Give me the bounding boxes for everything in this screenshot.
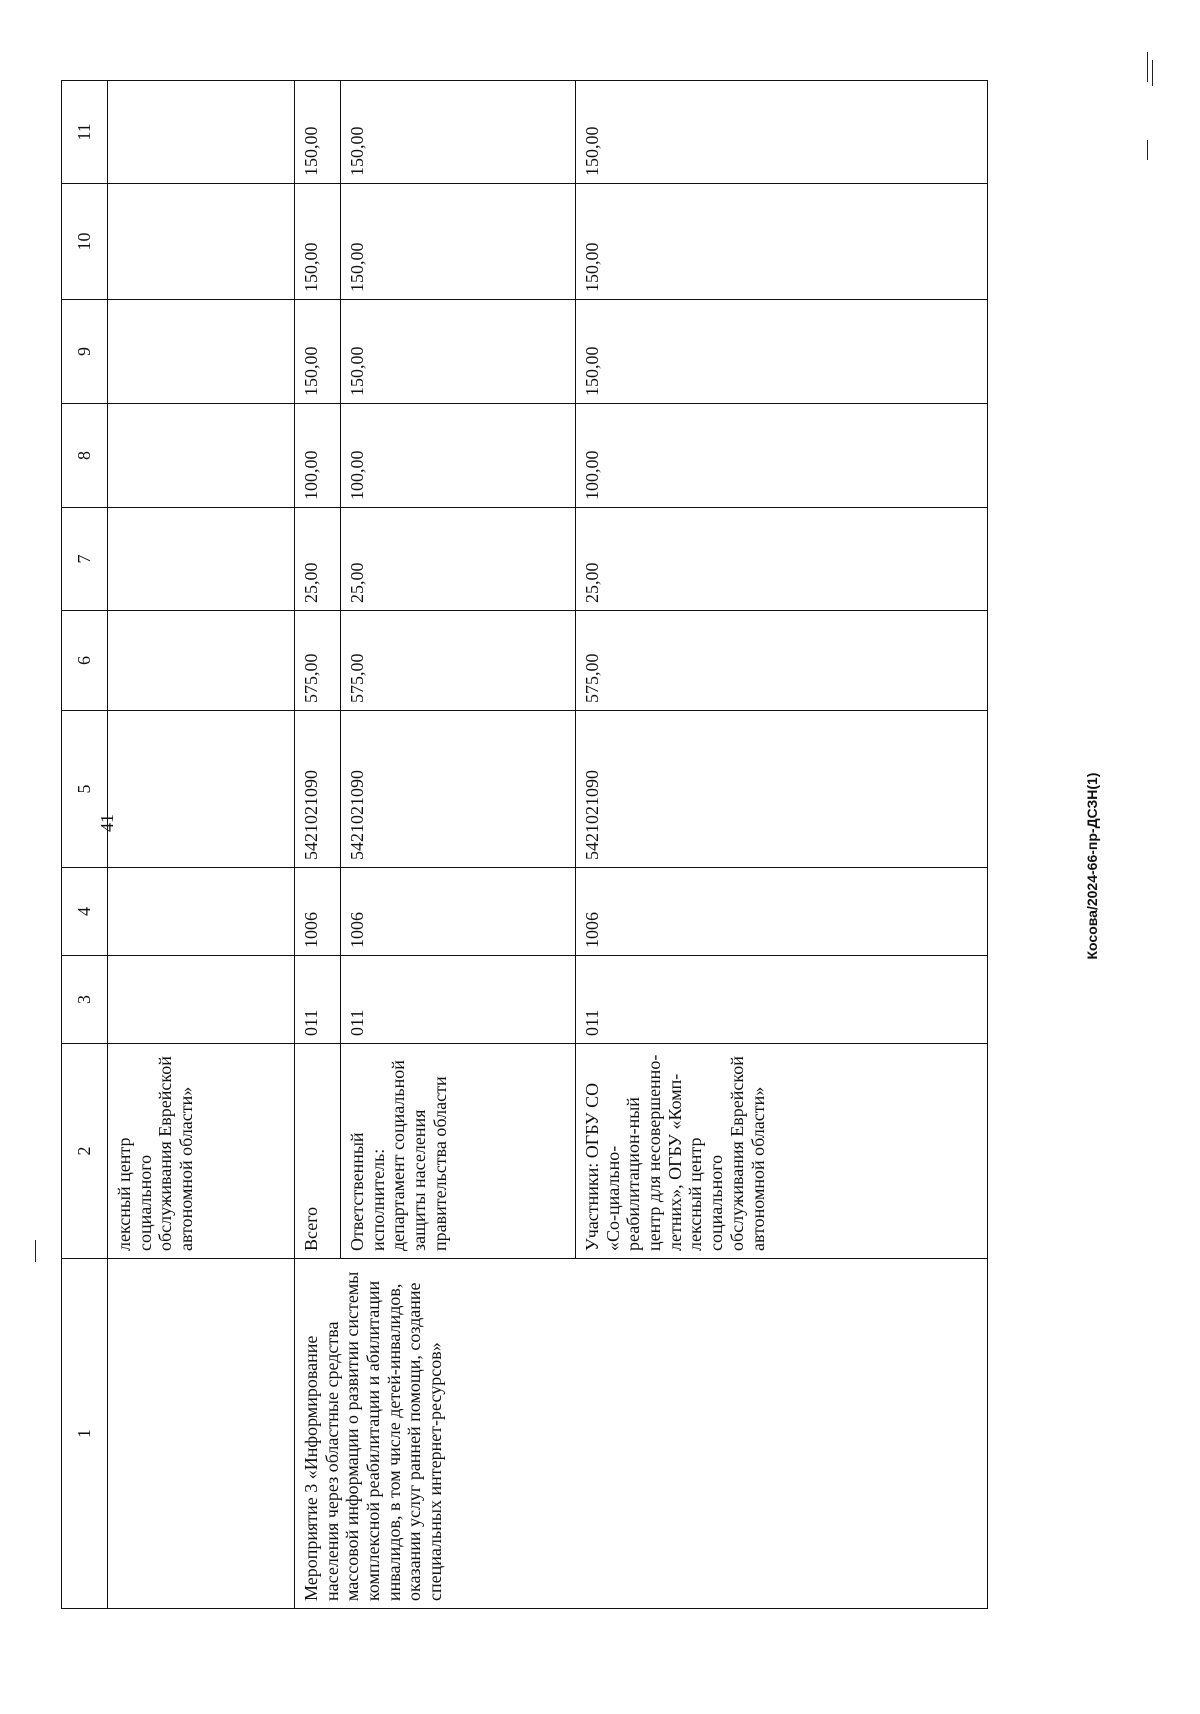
cell-year-4: 150,00 [576,184,988,300]
cell-rzpr: 1006 [341,868,576,956]
header-col-5: 5 [62,711,108,868]
cell-year-3: 150,00 [295,300,341,404]
cell-year-5: 150,00 [576,81,988,184]
cell-rzpr: 1006 [576,868,988,956]
cell-rzpr: 1006 [295,868,341,956]
cell-csr: 5421021090 [341,711,576,868]
cell-year-4: 150,00 [295,184,341,300]
cell-year-2 [108,404,295,508]
cell-year-5: 150,00 [295,81,341,184]
margin-mark-left [35,1240,36,1262]
header-col-4: 4 [62,868,108,956]
header-row [62,81,108,1609]
header-col-1: 1 [62,1259,108,1609]
cell-year-1: 25,00 [295,508,341,611]
cell-year-3 [108,300,295,404]
cell-executor: Ответственный исполнитель: департамент социальной защиты населения правительства области [341,1044,576,1259]
budget-table [61,123,987,1609]
header-col-2: 2 [62,1044,108,1259]
cell-year-2: 100,00 [295,404,341,508]
cell-year-1 [108,508,295,611]
cell-executor: Участники: ОГБУ СО «Со-циально-реабилитацион-ный центр для несовершенно-летних», ОГБУ «Комп-лексный центр социального обслуживания Еврейской автономной области» [576,1044,988,1259]
page-number: 41 [97,814,117,832]
header-col-7: 7 [62,508,108,611]
cell-total: 575,00 [341,611,576,711]
cell-event: Мероприятие 3 «Информирование населения через областные средства массовой информации о развитии системы комплексной реабилитации и абилитации инвалидов, в том числе детей-инвалидов, оказании услуг ранней помощи, создание специальных интернет-ресурсов» [295,1259,988,1609]
cell-total: 575,00 [295,611,341,711]
cell-executor: Всего [295,1044,341,1259]
header-col-9: 9 [62,300,108,404]
cell-year-4: 150,00 [341,184,576,300]
cell-csr [108,711,295,868]
table-row [108,81,295,1609]
header-col-8: 8 [62,404,108,508]
document-code: Косова/2024-66-пр-ДСЗН(1) [1084,772,1100,960]
cell-grbs: 011 [576,956,988,1044]
cell-year-4 [108,184,295,300]
cell-grbs: 011 [341,956,576,1044]
cell-executor: лексный центр социального обслуживания Еврейской автономной области» [108,1044,295,1259]
cell-rzpr [108,868,295,956]
cell-total [108,611,295,711]
cell-grbs: 011 [295,956,341,1044]
margin-mark-top-right [1152,60,1153,86]
cell-total: 575,00 [576,611,988,711]
header-col-10: 10 [62,184,108,300]
margin-mark-top [1147,52,1148,82]
cell-year-2: 100,00 [341,404,576,508]
cell-year-2: 100,00 [576,404,988,508]
cell-event [108,1259,295,1609]
cell-csr: 5421021090 [576,711,988,868]
cell-year-1: 25,00 [576,508,988,611]
cell-year-3: 150,00 [576,300,988,404]
margin-mark-middle [1147,140,1148,160]
cell-year-5: 150,00 [341,81,576,184]
cell-year-5 [108,81,295,184]
table-row [295,81,341,1609]
cell-year-3: 150,00 [341,300,576,404]
header-col-6: 6 [62,611,108,711]
cell-csr: 5421021090 [295,711,341,868]
cell-year-1: 25,00 [341,508,576,611]
cell-grbs [108,956,295,1044]
header-col-3: 3 [62,956,108,1044]
header-col-11: 11 [62,81,108,184]
